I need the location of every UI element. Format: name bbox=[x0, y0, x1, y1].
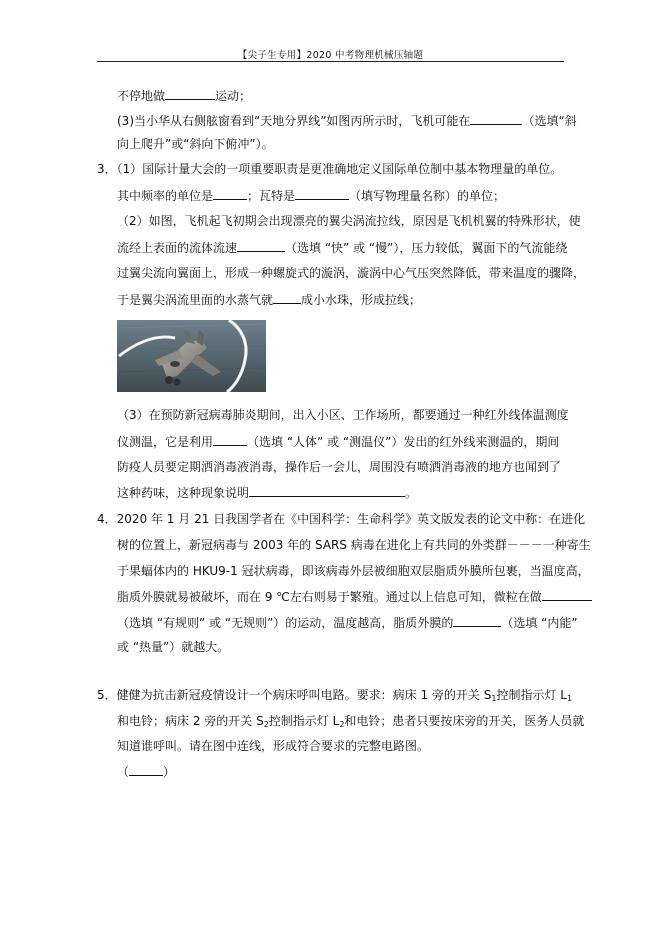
q5-text: 控制指示灯 L bbox=[496, 688, 567, 702]
q2-line-1 bbox=[117, 87, 251, 104]
q4-text: 脂质外膜就易被破坏，而在 9 ℃左右则易于繁殖。通过以上信息可知，微粒在做 bbox=[117, 590, 542, 604]
q2-line-2 bbox=[117, 112, 577, 129]
q5-text: （ bbox=[117, 765, 130, 779]
q3-line-1 bbox=[97, 161, 562, 177]
answer-blank[interactable] bbox=[249, 484, 405, 497]
q5-text: 和电铃；患者只要按床旁的开关，医务人员就 bbox=[344, 714, 585, 728]
q5-line-2 bbox=[117, 713, 584, 733]
q3-text: （填写物理量名称）的单位； bbox=[349, 189, 506, 203]
subscript: 1 bbox=[566, 694, 573, 703]
q5-answer-line bbox=[117, 763, 175, 780]
q4-line-4 bbox=[117, 588, 592, 605]
header-rule bbox=[97, 61, 564, 62]
answer-blank[interactable] bbox=[453, 614, 501, 627]
q3-text: 成小水珠，形成拉线； bbox=[301, 293, 422, 307]
q2-line-2-text-a: (3)当小华从右侧舷窗看到“天地分界线”如图丙所示时，飞机可能在 bbox=[117, 114, 471, 128]
q4-line-3: 于果蝠体内的 HKU9-1 冠状病毒，即该病毒外层被细胞双层脂质外膜所包裹，当温度高， bbox=[117, 564, 590, 578]
answer-blank[interactable] bbox=[213, 433, 247, 446]
jet-vortex-photo bbox=[117, 320, 266, 392]
q3-line-2 bbox=[117, 187, 505, 204]
answer-blank[interactable] bbox=[213, 187, 247, 200]
q2-line-2-text-b: （选填“斜 bbox=[522, 114, 577, 128]
page-header: 【尖子生专用】2020 中考物理机械压轴题 bbox=[237, 50, 424, 61]
q3-text: 这种药味，这种现象说明 bbox=[117, 486, 250, 500]
q5-text: 和电铃；病床 2 旁的开关 S bbox=[117, 714, 264, 728]
q3-text: （选填 “快” 或 “慢”），压力较低，翼面下的气流能绕 bbox=[285, 241, 568, 255]
q5-text: 控制指示灯 L bbox=[268, 714, 340, 728]
subscript: 1 bbox=[491, 694, 497, 703]
q5-text: ） bbox=[163, 765, 176, 779]
q3-text: 流经上表面的流体流速 bbox=[117, 241, 238, 255]
q3-line-9: 防疫人员要定期洒消毒液消毒，操作后一会儿，周围没有喷洒消毒液的地方也闻到了 bbox=[117, 460, 562, 474]
q4-text: 2020 年 1 月 21 日我国学者在《中国科学：生命科学》英文版发表的论文中称：在进化 bbox=[116, 512, 586, 526]
q3-text: ；瓦特是 bbox=[247, 189, 296, 203]
q2-line-1-text-b: 运动； bbox=[215, 89, 252, 103]
q5-text: 健健为抗击新冠疫情设计一个病床呼叫电路。要求：病床 1 旁的开关 S bbox=[116, 688, 492, 702]
question-number: 5． bbox=[97, 688, 117, 702]
question-number: 4． bbox=[97, 512, 117, 526]
q4-line-1 bbox=[97, 511, 585, 527]
q3-text: （选填 “人体” 或 “测温仪”）发出的红外线来测温的，期间 bbox=[247, 435, 560, 449]
answer-blank[interactable] bbox=[295, 187, 349, 200]
answer-blank[interactable] bbox=[237, 239, 285, 252]
q3-line-4 bbox=[117, 239, 567, 256]
q3-line-6 bbox=[117, 291, 421, 308]
q3-line-5: 过翼尖流向翼面上，形成一种螺旋式的漩涡，漩涡中心气压突然降低，带来温度的骤降， bbox=[117, 266, 586, 280]
q3-line-7: （3）在预防新冠病毒肺炎期间，出入小区、工作场所，都要通过一种红外线体温测度 bbox=[117, 408, 569, 422]
q5-line-3: 知道谁呼叫。请在图中连线，形成符合要求的完整电路图。 bbox=[117, 739, 430, 753]
q3-text: 。 bbox=[405, 486, 418, 500]
q3-text: （1）国际计量大会的一项重要职责是更准确地定义国际单位制中基本物理量的单位。 bbox=[116, 162, 563, 176]
answer-blank[interactable] bbox=[470, 112, 522, 125]
subscript: 2 bbox=[339, 720, 345, 729]
q4-text: （选填 “有规则” 或 “无规则”）的运动，温度越高，脂质外膜的 bbox=[117, 616, 454, 630]
q3-text: 仪测温，它是利用 bbox=[117, 435, 214, 449]
q4-line-6: 或 “热量”）就越大。 bbox=[117, 640, 230, 654]
question-number: 3． bbox=[97, 162, 117, 176]
q2-line-1-text-a: 不停地做 bbox=[117, 89, 166, 103]
q3-text: 其中频率的单位是 bbox=[117, 189, 214, 203]
q2-line-3: 向上爬升”或“斜向下俯冲”）。 bbox=[117, 137, 274, 151]
q4-line-2: 树的位置上，新冠病毒与 2003 年的 SARS 病毒在进化上有共同的外类群－－－一种寄生 bbox=[117, 538, 591, 552]
q4-line-5 bbox=[117, 614, 578, 631]
q3-line-10 bbox=[117, 484, 417, 501]
q3-text: 于是翼尖涡流里面的水蒸气就 bbox=[117, 293, 274, 307]
q3-line-8 bbox=[117, 433, 559, 450]
q3-line-3: （2）如图，飞机起飞初期会出现漂亮的翼尖涡流拉线，原因是飞机机翼的特殊形状，使 bbox=[117, 214, 581, 228]
answer-blank[interactable] bbox=[129, 763, 163, 776]
answer-blank[interactable] bbox=[273, 291, 301, 304]
answer-blank[interactable] bbox=[542, 588, 592, 601]
q5-line-1 bbox=[97, 687, 572, 707]
q4-text: （选填 “内能” bbox=[501, 616, 578, 630]
subscript: 2 bbox=[263, 720, 269, 729]
answer-blank[interactable] bbox=[165, 87, 215, 100]
